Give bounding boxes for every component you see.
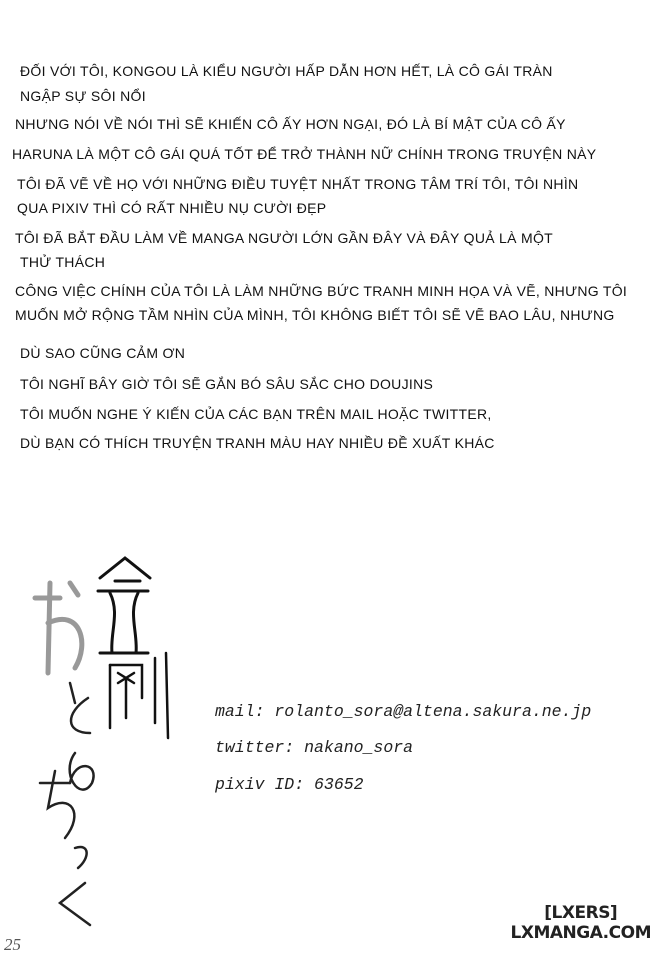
afterword-line: ĐỐI VỚI TÔI, KONGOU LÀ KIỂU NGƯỜI HẤP DẪN HƠN HẾT, LÀ CÔ GÁI TRÀN: [20, 63, 553, 79]
afterword-line: QUA PIXIV THÌ CÓ RẤT NHIỀU NỤ CƯỜI ĐẸP: [17, 200, 327, 216]
afterword-line: NHƯNG NÓI VỀ NÓI THÌ SẼ KHIẾN CÔ ẤY HƠN NGẠI, ĐÓ LÀ BÍ MẬT CỦA CÔ ẤY: [15, 116, 566, 132]
watermark: [511, 903, 651, 943]
afterword-line: HARUNA LÀ MỘT CÔ GÁI QUÁ TỐT ĐỂ TRỞ THÀNH NỮ CHÍNH TRONG TRUYỆN NÀY: [12, 146, 597, 162]
afterword-line: TÔI ĐÃ VẼ VỀ HỌ VỚI NHỮNG ĐIỀU TUYỆT NHẤT TRONG TÂM TRÍ TÔI, TÔI NHÌN: [17, 176, 579, 192]
afterword-line: NGẬP SỰ SÔI NỔI: [20, 88, 146, 104]
contact-twitter: twitter: nakano_sora: [215, 738, 414, 757]
watermark-group: [LXERS]: [544, 903, 618, 923]
kongou-otome-logo: [30, 553, 170, 928]
afterword-line: MUỐN MỞ RỘNG TẦM NHÌN CỦA MÌNH, TÔI KHÔNG BIẾT TÔI SẼ VẼ BAO LÂU, NHƯNG: [15, 307, 615, 323]
afterword-line: DÙ BẠN CÓ THÍCH TRUYỆN TRANH MÀU HAY NHIỀU ĐỀ XUẤT KHÁC: [20, 435, 495, 451]
afterword-line: CÔNG VIỆC CHÍNH CỦA TÔI LÀ LÀM NHỮNG BỨC TRANH MINH HỌA VÀ VẼ, NHƯNG TÔI: [15, 283, 628, 299]
contact-mail: mail: rolanto_sora@altena.sakura.ne.jp: [215, 702, 592, 721]
afterword-line: THỬ THÁCH: [20, 254, 106, 270]
afterword-line: TÔI MUỐN NGHE Ý KIẾN CỦA CÁC BẠN TRÊN MAIL HOẶC TWITTER,: [20, 406, 492, 422]
afterword-line: TÔI ĐÃ BẮT ĐẦU LÀM VỀ MANGA NGƯỜI LỚN GẦN ĐÂY VÀ ĐÂY QUẢ LÀ MỘT: [15, 230, 553, 246]
afterword-line: TÔI NGHĨ BÂY GIỜ TÔI SẼ GẮN BÓ SÂU SẮC CHO DOUJINS: [20, 376, 434, 392]
watermark-site: LXMANGA.COM: [510, 923, 651, 943]
contact-pixiv: pixiv ID: 63652: [215, 775, 364, 794]
afterword-line: DÙ SAO CŨNG CẢM ƠN: [20, 345, 186, 361]
page-number: 25: [4, 935, 21, 954]
